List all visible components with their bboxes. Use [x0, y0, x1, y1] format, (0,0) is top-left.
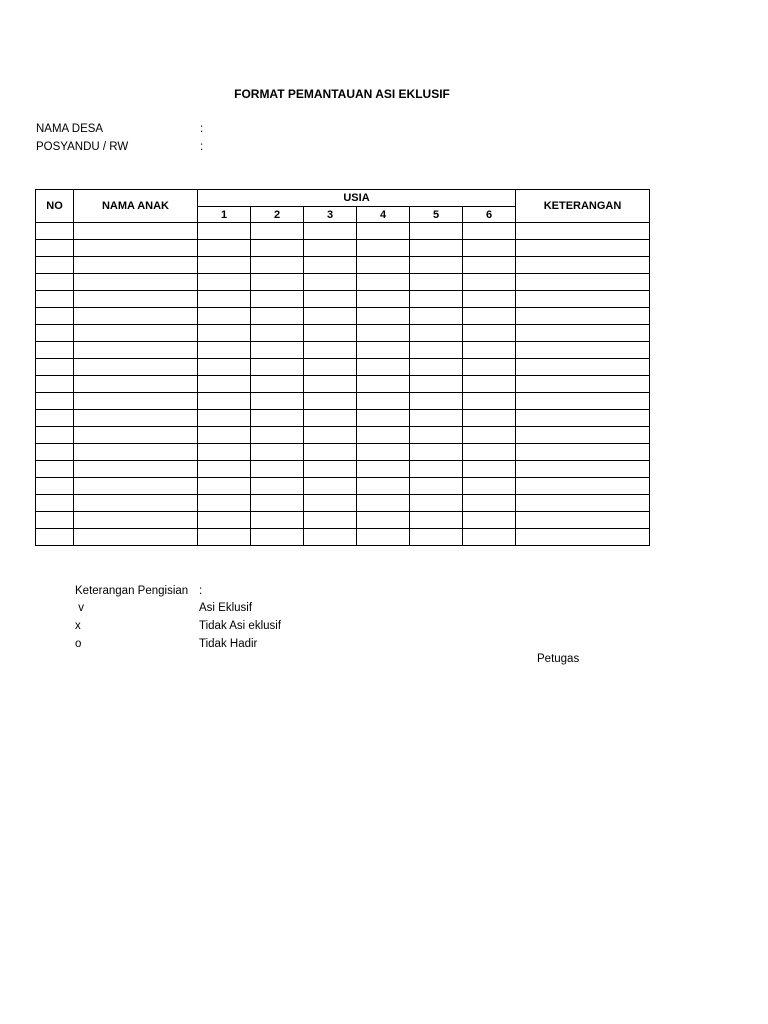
- table-cell[interactable]: [516, 529, 650, 546]
- table-cell[interactable]: [463, 291, 516, 308]
- table-cell[interactable]: [357, 393, 410, 410]
- table-cell[interactable]: [74, 223, 198, 240]
- table-cell[interactable]: [36, 444, 74, 461]
- table-row: [36, 444, 650, 461]
- table-row: [36, 495, 650, 512]
- table-cell[interactable]: [516, 376, 650, 393]
- table-cell[interactable]: [74, 274, 198, 291]
- table-cell[interactable]: [198, 257, 251, 274]
- table-cell[interactable]: [198, 478, 251, 495]
- table-cell[interactable]: [410, 359, 463, 376]
- table-cell[interactable]: [36, 240, 74, 257]
- table-cell[interactable]: [516, 478, 650, 495]
- table-cell[interactable]: [357, 444, 410, 461]
- table-cell[interactable]: [410, 376, 463, 393]
- table-cell[interactable]: [304, 308, 357, 325]
- table-cell[interactable]: [74, 393, 198, 410]
- table-cell[interactable]: [198, 393, 251, 410]
- table-cell[interactable]: [357, 325, 410, 342]
- table-cell[interactable]: [36, 223, 74, 240]
- table-cell[interactable]: [74, 529, 198, 546]
- table-cell[interactable]: [198, 223, 251, 240]
- table-cell[interactable]: [516, 325, 650, 342]
- table-cell[interactable]: [198, 291, 251, 308]
- table-cell[interactable]: [304, 291, 357, 308]
- table-cell[interactable]: [304, 495, 357, 512]
- posyandu-label: POSYANDU / RW: [36, 141, 129, 153]
- table-cell[interactable]: [198, 308, 251, 325]
- table-cell[interactable]: [357, 376, 410, 393]
- table-cell[interactable]: [410, 325, 463, 342]
- table-cell[interactable]: [304, 512, 357, 529]
- table-cell[interactable]: [74, 342, 198, 359]
- table-cell[interactable]: [463, 529, 516, 546]
- table-cell[interactable]: [304, 410, 357, 427]
- table-cell[interactable]: [304, 461, 357, 478]
- table-cell[interactable]: [251, 461, 304, 478]
- header-no: NO: [36, 190, 74, 223]
- table-cell[interactable]: [357, 308, 410, 325]
- table-cell[interactable]: [304, 529, 357, 546]
- table-cell[interactable]: [304, 274, 357, 291]
- table-row: [36, 325, 650, 342]
- table-cell[interactable]: [357, 359, 410, 376]
- table-cell[interactable]: [74, 512, 198, 529]
- table-cell[interactable]: [304, 444, 357, 461]
- legend-symbol: v: [75, 602, 84, 614]
- table-row: [36, 223, 650, 240]
- table-cell[interactable]: [463, 223, 516, 240]
- table-cell[interactable]: [304, 376, 357, 393]
- header-usia-month: 2: [251, 207, 304, 223]
- table-cell[interactable]: [410, 410, 463, 427]
- table-cell[interactable]: [357, 427, 410, 444]
- legend-meaning: Tidak Asi eklusif: [199, 620, 282, 632]
- table-cell[interactable]: [357, 478, 410, 495]
- table-cell[interactable]: [36, 291, 74, 308]
- table-cell[interactable]: [36, 376, 74, 393]
- table-cell[interactable]: [463, 478, 516, 495]
- table-cell[interactable]: [357, 223, 410, 240]
- header-usia-month: 6: [463, 207, 516, 223]
- table-cell[interactable]: [36, 427, 74, 444]
- table-cell[interactable]: [251, 325, 304, 342]
- posyandu-colon: :: [200, 141, 204, 153]
- table-cell[interactable]: [410, 257, 463, 274]
- header-keterangan: KETERANGAN: [516, 190, 650, 223]
- table-row: [36, 393, 650, 410]
- table-cell[interactable]: [36, 342, 74, 359]
- table-cell[interactable]: [74, 240, 198, 257]
- table-cell[interactable]: [410, 291, 463, 308]
- table-cell[interactable]: [304, 427, 357, 444]
- table-cell[interactable]: [198, 274, 251, 291]
- table-cell[interactable]: [516, 512, 650, 529]
- table-cell[interactable]: [74, 495, 198, 512]
- table-cell[interactable]: [74, 427, 198, 444]
- table-cell[interactable]: [36, 325, 74, 342]
- table-cell[interactable]: [198, 359, 251, 376]
- header-usia: USIA: [198, 190, 516, 207]
- table-cell[interactable]: [198, 342, 251, 359]
- table-cell[interactable]: [198, 325, 251, 342]
- header-usia-month: 5: [410, 207, 463, 223]
- table-cell[interactable]: [304, 325, 357, 342]
- table-cell[interactable]: [36, 257, 74, 274]
- table-cell[interactable]: [74, 325, 198, 342]
- table-cell[interactable]: [304, 478, 357, 495]
- table-cell[interactable]: [36, 274, 74, 291]
- legend-symbol: x: [75, 620, 81, 632]
- table-cell[interactable]: [198, 529, 251, 546]
- table-cell[interactable]: [251, 240, 304, 257]
- table-row: [36, 240, 650, 257]
- header-usia-month: 4: [357, 207, 410, 223]
- legend-heading-colon: :: [199, 585, 203, 597]
- table-cell[interactable]: [304, 257, 357, 274]
- legend-symbol: o: [75, 638, 82, 650]
- table-cell[interactable]: [410, 274, 463, 291]
- table-body: [36, 223, 650, 546]
- table-cell[interactable]: [357, 529, 410, 546]
- table-cell[interactable]: [410, 478, 463, 495]
- table-cell[interactable]: [304, 393, 357, 410]
- table-cell[interactable]: [36, 393, 74, 410]
- table-cell[interactable]: [74, 308, 198, 325]
- table-cell[interactable]: [251, 257, 304, 274]
- table-cell[interactable]: [36, 478, 74, 495]
- table-cell[interactable]: [410, 240, 463, 257]
- table-cell[interactable]: [74, 257, 198, 274]
- table-cell[interactable]: [304, 359, 357, 376]
- table-cell[interactable]: [463, 376, 516, 393]
- table-cell[interactable]: [198, 461, 251, 478]
- table-cell[interactable]: [410, 342, 463, 359]
- signer-label: Petugas: [537, 653, 580, 665]
- table-row: [36, 308, 650, 325]
- table-cell[interactable]: [463, 393, 516, 410]
- table-cell[interactable]: [516, 342, 650, 359]
- table-cell[interactable]: [198, 376, 251, 393]
- table-cell[interactable]: [251, 444, 304, 461]
- table-cell[interactable]: [36, 410, 74, 427]
- table-row: [36, 359, 650, 376]
- header-nama-anak: NAMA ANAK: [74, 190, 198, 223]
- table-cell[interactable]: [74, 461, 198, 478]
- table-cell[interactable]: [463, 410, 516, 427]
- table-cell[interactable]: [198, 427, 251, 444]
- legend-meaning: Asi Eklusif: [199, 602, 253, 614]
- page-title: FORMAT PEMANTAUAN ASI EKLUSIF: [234, 87, 450, 101]
- table-cell[interactable]: [516, 257, 650, 274]
- table-cell[interactable]: [74, 444, 198, 461]
- table-cell[interactable]: [251, 393, 304, 410]
- table-cell[interactable]: [36, 308, 74, 325]
- table-cell[interactable]: [357, 257, 410, 274]
- table-cell[interactable]: [516, 308, 650, 325]
- table-cell[interactable]: [463, 342, 516, 359]
- table-cell[interactable]: [463, 240, 516, 257]
- table-cell[interactable]: [251, 308, 304, 325]
- table-cell[interactable]: [251, 478, 304, 495]
- table-row: [36, 376, 650, 393]
- nama-desa-colon: :: [200, 123, 204, 135]
- table-cell[interactable]: [251, 223, 304, 240]
- table-row: [36, 342, 650, 359]
- table-cell[interactable]: [516, 444, 650, 461]
- table-cell[interactable]: [410, 529, 463, 546]
- table-cell[interactable]: [36, 495, 74, 512]
- table-cell[interactable]: [198, 410, 251, 427]
- table-cell[interactable]: [251, 512, 304, 529]
- table-cell[interactable]: [463, 512, 516, 529]
- table-cell[interactable]: [410, 223, 463, 240]
- table-cell[interactable]: [463, 444, 516, 461]
- table-cell[interactable]: [410, 444, 463, 461]
- table-cell[interactable]: [516, 461, 650, 478]
- table-cell[interactable]: [516, 393, 650, 410]
- table-cell[interactable]: [304, 342, 357, 359]
- table-cell[interactable]: [410, 495, 463, 512]
- table-cell[interactable]: [198, 444, 251, 461]
- table-cell[interactable]: [74, 291, 198, 308]
- table-cell[interactable]: [463, 325, 516, 342]
- table-cell[interactable]: [74, 359, 198, 376]
- table-cell[interactable]: [357, 495, 410, 512]
- table-cell[interactable]: [516, 495, 650, 512]
- table-cell[interactable]: [198, 512, 251, 529]
- table-row: [36, 291, 650, 308]
- table-cell[interactable]: [251, 359, 304, 376]
- table-cell[interactable]: [357, 240, 410, 257]
- table-cell[interactable]: [251, 495, 304, 512]
- table-cell[interactable]: [357, 342, 410, 359]
- table-cell[interactable]: [516, 359, 650, 376]
- table-cell[interactable]: [36, 529, 74, 546]
- table-cell[interactable]: [516, 223, 650, 240]
- table-row: [36, 274, 650, 291]
- table-cell[interactable]: [36, 461, 74, 478]
- table-cell[interactable]: [36, 359, 74, 376]
- monitoring-table: [35, 189, 650, 546]
- legend-heading: Keterangan Pengisian: [75, 585, 189, 597]
- table-cell[interactable]: [463, 359, 516, 376]
- table-cell[interactable]: [357, 461, 410, 478]
- table-cell[interactable]: [74, 410, 198, 427]
- table-cell[interactable]: [198, 495, 251, 512]
- table-cell[interactable]: [463, 257, 516, 274]
- table-cell[interactable]: [357, 274, 410, 291]
- header-usia-month: 3: [304, 207, 357, 223]
- table-cell[interactable]: [516, 410, 650, 427]
- nama-desa-label: NAMA DESA: [36, 123, 104, 135]
- table-cell[interactable]: [463, 274, 516, 291]
- table-cell[interactable]: [304, 223, 357, 240]
- table-cell[interactable]: [410, 393, 463, 410]
- table-cell[interactable]: [357, 291, 410, 308]
- table-cell[interactable]: [74, 478, 198, 495]
- table-cell[interactable]: [410, 461, 463, 478]
- table-cell[interactable]: [304, 240, 357, 257]
- table-cell[interactable]: [410, 427, 463, 444]
- table-row: [36, 257, 650, 274]
- table-row: [36, 512, 650, 529]
- table-cell[interactable]: [198, 240, 251, 257]
- table-cell[interactable]: [516, 427, 650, 444]
- legend-meaning: Tidak Hadir: [199, 638, 258, 650]
- table-cell[interactable]: [251, 291, 304, 308]
- table-cell[interactable]: [516, 274, 650, 291]
- table-row: [36, 461, 650, 478]
- table-cell[interactable]: [516, 291, 650, 308]
- table-cell[interactable]: [410, 512, 463, 529]
- table-cell[interactable]: [410, 308, 463, 325]
- table-cell[interactable]: [463, 427, 516, 444]
- table-cell[interactable]: [463, 308, 516, 325]
- table-cell[interactable]: [251, 274, 304, 291]
- table-cell[interactable]: [251, 427, 304, 444]
- table-cell[interactable]: [357, 512, 410, 529]
- table-row: [36, 410, 650, 427]
- header-usia-month: 1: [198, 207, 251, 223]
- table-cell[interactable]: [251, 410, 304, 427]
- table-cell[interactable]: [251, 342, 304, 359]
- table-row: [36, 427, 650, 444]
- table-cell[interactable]: [463, 461, 516, 478]
- table-cell[interactable]: [463, 495, 516, 512]
- table-row: [36, 478, 650, 495]
- table-cell[interactable]: [357, 410, 410, 427]
- table-cell[interactable]: [74, 376, 198, 393]
- table-cell[interactable]: [36, 512, 74, 529]
- table-cell[interactable]: [516, 240, 650, 257]
- table-cell[interactable]: [251, 529, 304, 546]
- table-cell[interactable]: [251, 376, 304, 393]
- table-row: [36, 529, 650, 546]
